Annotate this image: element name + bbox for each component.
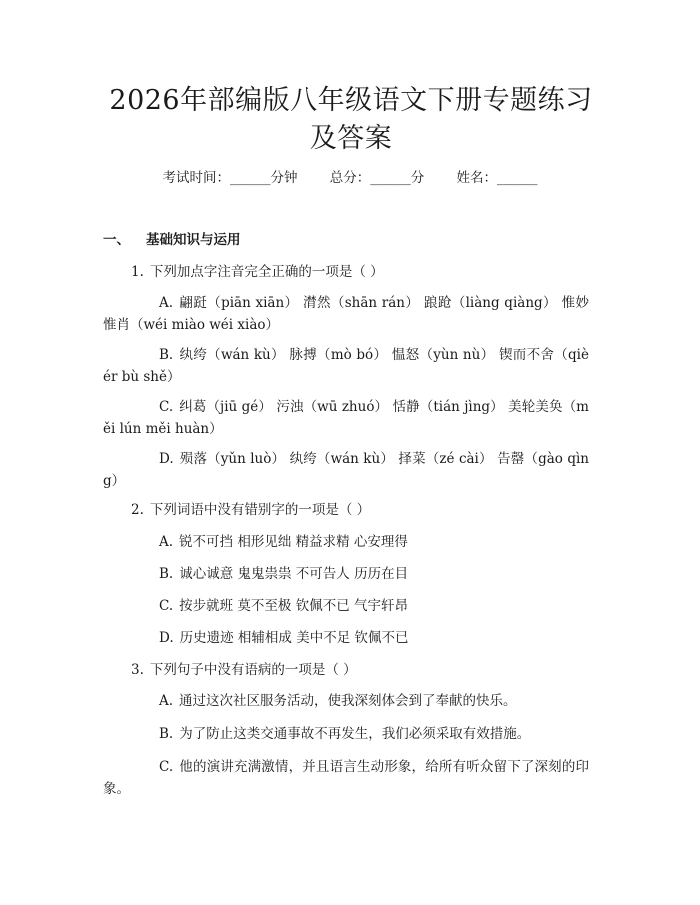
answer-option: [103, 627, 589, 649]
total-score-field: 总分：______分: [329, 170, 425, 186]
exam-time-field: 考试时间：______分钟: [162, 170, 298, 186]
exam-info: [0, 169, 700, 187]
answer-option: [103, 690, 589, 712]
document-title: 2026年部编版八年级语文下册专题练习及答案: [109, 85, 593, 154]
option-text: 纠葛（jiū gé） 污浊（wū zhuó） 恬静（tián jìng） 美轮美奂（měi lún měi huàn）: [103, 399, 589, 437]
option-letter: C.: [159, 399, 174, 415]
option-letter: D.: [159, 451, 174, 467]
answer-option: [103, 723, 589, 745]
answer-option: [103, 344, 589, 388]
option-text: 殒落（yǔn luò） 纨绔（wán kù） 择菜（zé cài） 告罄（gào qìng）: [103, 451, 589, 489]
question-stem: [131, 661, 357, 679]
option-text: 纨绔（wán kù） 脉搏（mò bó） 愠怒（yùn nù） 锲而不舍（qiè ér bù shě）: [103, 347, 589, 385]
option-letter: B.: [159, 726, 174, 742]
answer-option: [103, 531, 589, 553]
option-letter: A.: [159, 534, 174, 550]
answer-option: [103, 756, 589, 800]
question-stem: [131, 501, 370, 519]
option-letter: A.: [159, 693, 174, 709]
option-text: 诚心诚意 鬼鬼祟祟 不可告人 历历在目: [179, 566, 409, 582]
question-number: 3.: [131, 662, 144, 678]
option-letter: B.: [159, 347, 174, 363]
option-text: 他的演讲充满激情，并且语言生动形象，给所有听众留下了深刻的印象。: [103, 759, 589, 797]
option-text: 翩跹（piān xiān） 潸然（shān rán） 踉跄（liàng qiàng） 惟妙惟肖（wéi miào wéi xiào）: [103, 295, 589, 333]
option-text: 历史遗迹 相辅相成 美中不足 钦佩不已: [179, 630, 409, 646]
question-text: 下列词语中没有错别字的一项是（ ）: [149, 502, 371, 518]
section-number: 一、: [103, 232, 130, 248]
option-letter: C.: [159, 598, 174, 614]
option-letter: B.: [159, 566, 174, 582]
option-letter: A.: [159, 295, 174, 311]
option-text: 锐不可挡 相形见绌 精益求精 心安理得: [179, 534, 408, 550]
question-stem: [131, 263, 384, 281]
answer-option: [103, 595, 589, 617]
option-letter: D.: [159, 630, 174, 646]
option-text: 通过这次社区服务活动，使我深刻体会到了奉献的快乐。: [179, 693, 517, 709]
answer-option: [103, 396, 589, 440]
section-title: 基础知识与运用: [146, 232, 241, 248]
student-name-field: 姓名：______: [456, 170, 538, 186]
answer-option: [103, 448, 589, 492]
question-number: 1.: [131, 264, 144, 280]
question-text: 下列加点字注音完全正确的一项是（ ）: [149, 264, 384, 280]
option-letter: C.: [159, 759, 174, 775]
section-heading: [103, 231, 241, 249]
answer-option: [103, 292, 589, 336]
option-text: 为了防止这类交通事故不再发生，我们必须采取有效措施。: [179, 726, 531, 742]
question-text: 下列句子中没有语病的一项是（ ）: [149, 662, 357, 678]
question-number: 2.: [131, 502, 144, 518]
answer-option: [103, 563, 589, 585]
option-text: 按步就班 莫不至极 钦佩不已 气宇轩昂: [179, 598, 409, 614]
